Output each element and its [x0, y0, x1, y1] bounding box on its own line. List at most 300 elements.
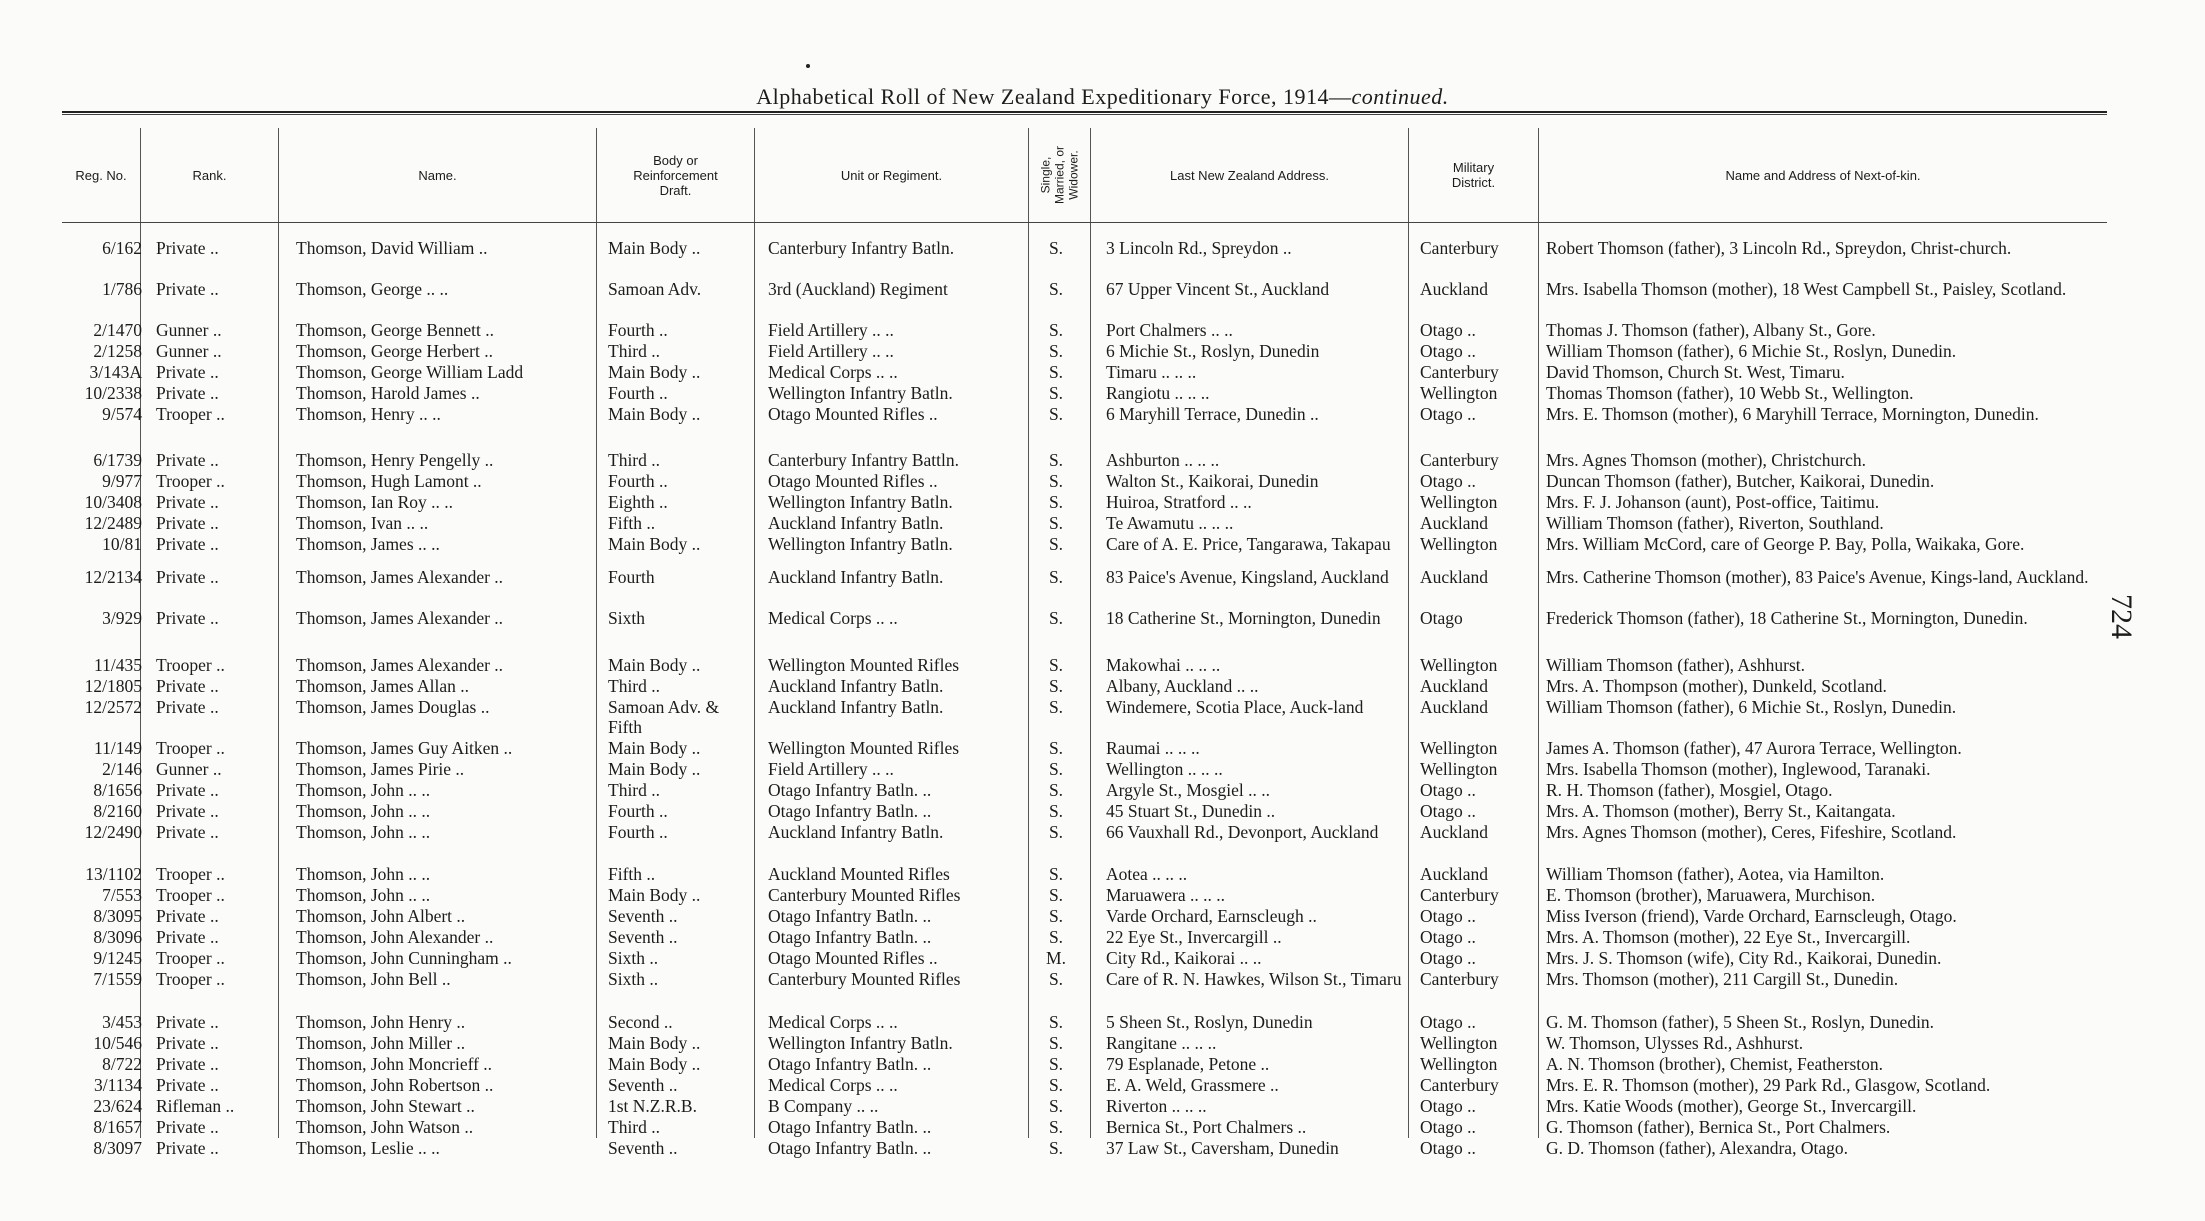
- cell-dist: Auckland: [1420, 279, 1489, 299]
- table-row: [0, 927, 2205, 949]
- cell-body: Samoan Adv. & Fifth: [608, 697, 720, 737]
- cell-unit: Auckland Mounted Rifles: [768, 864, 950, 884]
- cell-dist: Wellington: [1420, 1033, 1498, 1053]
- cell-addr: 5 Sheen St., Roslyn, Dunedin: [1106, 1012, 1313, 1032]
- cell-unit: Auckland Infantry Batln.: [768, 697, 944, 717]
- cell-unit: Wellington Infantry Batln.: [768, 492, 953, 512]
- cell-body: Main Body ..: [608, 1033, 701, 1053]
- cell-name: Thomson, Harold James ..: [296, 383, 480, 403]
- cell-unit: Field Artillery .. ..: [768, 759, 894, 779]
- cell-name: Thomson, John Moncrieff ..: [296, 1054, 493, 1074]
- table-row: [0, 697, 2205, 737]
- cell-kin: E. Thomson (brother), Maruawera, Murchison.: [1546, 885, 1876, 905]
- cell-reg: 2/1470: [93, 320, 142, 340]
- cell-rank: Private ..: [156, 513, 219, 533]
- cell-unit: Wellington Mounted Rifles: [768, 655, 960, 675]
- cell-smw: S.: [1048, 1138, 1064, 1158]
- cell-rank: Gunner ..: [156, 759, 222, 779]
- cell-kin: Thomas Thomson (father), 10 Webb St., Wellington.: [1546, 383, 1914, 403]
- cell-smw: S.: [1048, 279, 1064, 299]
- cell-addr: Makowhai .. .. ..: [1106, 655, 1221, 675]
- cell-name: Thomson, John Robertson ..: [296, 1075, 494, 1095]
- cell-body: Third ..: [608, 341, 661, 361]
- cell-name: Thomson, James Allan ..: [296, 676, 470, 696]
- cell-kin: James A. Thomson (father), 47 Aurora Terrace, Wellington.: [1546, 738, 1962, 758]
- cell-rank: Private ..: [156, 450, 219, 470]
- cell-body: Main Body ..: [608, 362, 701, 382]
- cell-dist: Canterbury: [1420, 362, 1499, 382]
- cell-addr: Port Chalmers .. ..: [1106, 320, 1233, 340]
- cell-kin: William Thomson (father), 6 Michie St., Roslyn, Dunedin.: [1546, 697, 1957, 717]
- cell-rank: Private ..: [156, 780, 219, 800]
- cell-body: Main Body ..: [608, 534, 701, 554]
- cell-unit: Wellington Infantry Batln.: [768, 534, 953, 554]
- cell-dist: Auckland: [1420, 676, 1489, 696]
- cell-smw: S.: [1048, 1054, 1064, 1074]
- cell-unit: Field Artillery .. ..: [768, 320, 894, 340]
- cell-name: Thomson, Leslie .. ..: [296, 1138, 440, 1158]
- cell-addr: Rangitane .. .. ..: [1106, 1033, 1217, 1053]
- cell-dist: Wellington: [1420, 738, 1498, 758]
- table-row: [0, 1075, 2205, 1097]
- cell-dist: Otago ..: [1420, 780, 1476, 800]
- cell-kin: G. Thomson (father), Bernica St., Port Chalmers.: [1546, 1117, 1891, 1137]
- table-row: [0, 948, 2205, 970]
- cell-smw: S.: [1048, 1012, 1064, 1032]
- cell-smw: S.: [1048, 822, 1064, 842]
- cell-kin: W. Thomson, Ulysses Rd., Ashhurst.: [1546, 1033, 1804, 1053]
- cell-name: Thomson, John .. ..: [296, 801, 431, 821]
- cell-body: Fourth ..: [608, 822, 668, 842]
- table-row: [0, 534, 2205, 556]
- header-district: Military District.: [1451, 160, 1496, 190]
- cell-dist: Auckland: [1420, 513, 1489, 533]
- cell-rank: Private ..: [156, 676, 219, 696]
- cell-dist: Auckland: [1420, 567, 1489, 587]
- page-title: [0, 84, 2205, 110]
- cell-body: Main Body ..: [608, 655, 701, 675]
- table-row: [0, 738, 2205, 760]
- cell-kin: G. M. Thomson (father), 5 Sheen St., Roslyn, Dunedin.: [1546, 1012, 1935, 1032]
- cell-body: Third ..: [608, 1117, 661, 1137]
- cell-addr: Varde Orchard, Earnscleugh ..: [1106, 906, 1317, 926]
- cell-kin: Mrs. Agnes Thomson (mother), Ceres, Fifeshire, Scotland.: [1546, 822, 1957, 842]
- cell-dist: Canterbury: [1420, 238, 1499, 258]
- table-row: [0, 279, 2205, 301]
- table-row: [0, 822, 2205, 844]
- cell-addr: Wellington .. .. ..: [1106, 759, 1223, 779]
- cell-name: Thomson, John Henry ..: [296, 1012, 466, 1032]
- cell-body: Seventh ..: [608, 927, 678, 947]
- cell-addr: Bernica St., Port Chalmers ..: [1106, 1117, 1307, 1137]
- cell-dist: Otago ..: [1420, 1096, 1476, 1116]
- cell-body: Fifth ..: [608, 864, 656, 884]
- cell-reg: 11/149: [94, 738, 142, 758]
- cell-unit: Otago Mounted Rifles ..: [768, 948, 938, 968]
- cell-unit: Medical Corps .. ..: [768, 362, 898, 382]
- cell-dist: Otago ..: [1420, 948, 1476, 968]
- cell-body: Main Body ..: [608, 238, 701, 258]
- cell-dist: Otago ..: [1420, 801, 1476, 821]
- table-row: [0, 513, 2205, 535]
- cell-addr: Te Awamutu .. .. ..: [1106, 513, 1234, 533]
- cell-body: Fourth ..: [608, 383, 668, 403]
- cell-smw: S.: [1048, 608, 1064, 628]
- cell-body: Third ..: [608, 780, 661, 800]
- cell-unit: Otago Infantry Batln. ..: [768, 927, 932, 947]
- cell-rank: Private ..: [156, 534, 219, 554]
- cell-body: Samoan Adv.: [608, 279, 702, 299]
- header-reg-no: Reg. No.: [75, 167, 127, 183]
- page-number-wrap: [2105, 594, 2178, 654]
- cell-unit: 3rd (Auckland) Regiment: [768, 279, 948, 299]
- table-row: [0, 567, 2205, 589]
- cell-unit: Medical Corps .. ..: [768, 1012, 898, 1032]
- cell-reg: 8/3096: [93, 927, 142, 947]
- cell-reg: 12/2489: [84, 513, 142, 533]
- cell-reg: 8/3095: [93, 906, 142, 926]
- cell-reg: 10/81: [102, 534, 142, 554]
- cell-reg: 9/977: [102, 471, 142, 491]
- cell-kin: Miss Iverson (friend), Varde Orchard, Earnscleugh, Otago.: [1546, 906, 1957, 926]
- cell-reg: 12/2490: [84, 822, 142, 842]
- cell-smw: S.: [1048, 320, 1064, 340]
- cell-body: Sixth: [608, 608, 645, 628]
- cell-rank: Private ..: [156, 1012, 219, 1032]
- cell-smw: S.: [1048, 1096, 1064, 1116]
- cell-name: Thomson, James Alexander ..: [296, 567, 504, 587]
- cell-unit: Canterbury Mounted Rifles: [768, 885, 961, 905]
- cell-smw: S.: [1048, 906, 1064, 926]
- table-row: [0, 1117, 2205, 1139]
- cell-rank: Private ..: [156, 238, 219, 258]
- cell-name: Thomson, John Albert ..: [296, 906, 466, 926]
- table-row: [0, 492, 2205, 514]
- cell-reg: 8/1657: [93, 1117, 142, 1137]
- header-body-draft: Body or Reinforcement Draft.: [633, 152, 718, 198]
- cell-unit: Canterbury Infantry Battln.: [768, 450, 959, 470]
- cell-dist: Otago ..: [1420, 471, 1476, 491]
- cell-rank: Private ..: [156, 1117, 219, 1137]
- cell-rank: Private ..: [156, 492, 219, 512]
- cell-body: Main Body ..: [608, 759, 701, 779]
- cell-body: Fourth: [608, 567, 655, 587]
- cell-reg: 3/143A: [89, 362, 142, 382]
- cell-dist: Auckland: [1420, 822, 1489, 842]
- cell-smw: S.: [1048, 676, 1064, 696]
- cell-kin: Mrs. A. Thomson (mother), Berry St., Kaitangata.: [1546, 801, 1896, 821]
- cell-kin: A. N. Thomson (brother), Chemist, Featherston.: [1546, 1054, 1883, 1074]
- cell-unit: Auckland Infantry Batln.: [768, 676, 944, 696]
- cell-reg: 12/2572: [84, 697, 142, 717]
- cell-unit: Wellington Mounted Rifles: [768, 738, 960, 758]
- cell-addr: City Rd., Kaikorai .. ..: [1106, 948, 1262, 968]
- cell-kin: Mrs. F. J. Johanson (aunt), Post-office, Taitimu.: [1546, 492, 1880, 512]
- table-row: [0, 238, 2205, 260]
- cell-smw: S.: [1048, 738, 1064, 758]
- table-row: [0, 655, 2205, 677]
- cell-rank: Private ..: [156, 608, 219, 628]
- header-name: Name.: [418, 167, 457, 183]
- cell-rank: Gunner ..: [156, 341, 222, 361]
- cell-unit: Field Artillery .. ..: [768, 341, 894, 361]
- cell-reg: 3/453: [102, 1012, 142, 1032]
- cell-dist: Otago ..: [1420, 341, 1476, 361]
- table-row: [0, 341, 2205, 363]
- cell-smw: S.: [1048, 697, 1064, 717]
- cell-rank: Trooper ..: [156, 738, 225, 758]
- cell-reg: 3/929: [102, 608, 142, 628]
- cell-smw: S.: [1048, 238, 1064, 258]
- title-main: Alphabetical Roll of New Zealand Expeditionary Force, 1914—: [756, 84, 1352, 109]
- cell-kin: Mrs. Agnes Thomson (mother), Christchurch.: [1546, 450, 1866, 470]
- cell-unit: Auckland Infantry Batln.: [768, 567, 944, 587]
- cell-kin: Mrs. Catherine Thomson (mother), 83 Paice's Avenue, Kings-land, Auckland.: [1546, 567, 2089, 587]
- cell-addr: Windemere, Scotia Place, Auck-land: [1106, 697, 1364, 717]
- cell-kin: Mrs. E. Thomson (mother), 6 Maryhill Terrace, Mornington, Dunedin.: [1546, 404, 2039, 424]
- cell-rank: Trooper ..: [156, 655, 225, 675]
- table-row: [0, 1033, 2205, 1055]
- cell-unit: Otago Infantry Batln. ..: [768, 801, 932, 821]
- cell-body: Seventh ..: [608, 906, 678, 926]
- cell-reg: 12/1805: [84, 676, 142, 696]
- cell-addr: Care of A. E. Price, Tangarawa, Takapau: [1106, 534, 1391, 554]
- cell-smw: S.: [1048, 534, 1064, 554]
- cell-unit: Otago Infantry Batln. ..: [768, 1138, 932, 1158]
- cell-reg: 3/1134: [94, 1075, 142, 1095]
- cell-name: Thomson, John Alexander ..: [296, 927, 494, 947]
- cell-unit: Otago Infantry Batln. ..: [768, 1117, 932, 1137]
- cell-rank: Private ..: [156, 801, 219, 821]
- table-row: [0, 969, 2205, 991]
- cell-body: Main Body ..: [608, 738, 701, 758]
- cell-dist: Otago ..: [1420, 404, 1476, 424]
- cell-unit: Wellington Infantry Batln.: [768, 383, 953, 403]
- cell-addr: 6 Maryhill Terrace, Dunedin ..: [1106, 404, 1319, 424]
- cell-rank: Trooper ..: [156, 471, 225, 491]
- cell-body: Main Body ..: [608, 885, 701, 905]
- cell-name: Thomson, John Stewart ..: [296, 1096, 475, 1116]
- cell-kin: Mrs. A. Thomson (mother), 22 Eye St., Invercargill.: [1546, 927, 1911, 947]
- header-rank: Rank.: [192, 167, 227, 183]
- cell-addr: 22 Eye St., Invercargill ..: [1106, 927, 1282, 947]
- cell-rank: Trooper ..: [156, 969, 225, 989]
- cell-dist: Wellington: [1420, 1054, 1498, 1074]
- cell-dist: Auckland: [1420, 697, 1489, 717]
- cell-smw: S.: [1048, 1075, 1064, 1095]
- cell-smw: S.: [1048, 341, 1064, 361]
- cell-reg: 6/1739: [93, 450, 142, 470]
- cell-dist: Wellington: [1420, 383, 1498, 403]
- cell-kin: William Thomson (father), Ashhurst.: [1546, 655, 1806, 675]
- table-row: [0, 1096, 2205, 1118]
- cell-kin: R. H. Thomson (father), Mosgiel, Otago.: [1546, 780, 1833, 800]
- cell-smw: S.: [1048, 1117, 1064, 1137]
- cell-kin: G. D. Thomson (father), Alexandra, Otago.: [1546, 1138, 1848, 1158]
- cell-reg: 9/574: [102, 404, 142, 424]
- table-row: [0, 471, 2205, 493]
- cell-smw: S.: [1048, 567, 1064, 587]
- table-row: [0, 676, 2205, 698]
- header-marital-status: Single, Married, or Widower.: [1038, 146, 1081, 205]
- cell-name: Thomson, John Miller ..: [296, 1033, 466, 1053]
- cell-addr: Rangiotu .. .. ..: [1106, 383, 1210, 403]
- table-row: [0, 885, 2205, 907]
- table-row: [0, 383, 2205, 405]
- cell-reg: 7/1559: [93, 969, 142, 989]
- cell-body: Main Body ..: [608, 1054, 701, 1074]
- cell-unit: Medical Corps .. ..: [768, 608, 898, 628]
- cell-addr: Care of R. N. Hawkes, Wilson St., Timaru: [1106, 969, 1402, 989]
- cell-dist: Otago ..: [1420, 1012, 1476, 1032]
- table-row: [0, 362, 2205, 384]
- cell-unit: Medical Corps .. ..: [768, 1075, 898, 1095]
- cell-addr: Argyle St., Mosgiel .. ..: [1106, 780, 1270, 800]
- cell-smw: S.: [1048, 655, 1064, 675]
- cell-rank: Private ..: [156, 362, 219, 382]
- cell-unit: Otago Infantry Batln. ..: [768, 1054, 932, 1074]
- cell-name: Thomson, David William ..: [296, 238, 488, 258]
- cell-reg: 13/1102: [85, 864, 142, 884]
- cell-kin: Thomas J. Thomson (father), Albany St., Gore.: [1546, 320, 1876, 340]
- cell-dist: Otago: [1420, 608, 1463, 628]
- cell-name: Thomson, Henry Pengelly ..: [296, 450, 494, 470]
- cell-reg: 8/2160: [93, 801, 142, 821]
- cell-smw: S.: [1048, 383, 1064, 403]
- cell-addr: 45 Stuart St., Dunedin ..: [1106, 801, 1276, 821]
- cell-rank: Gunner ..: [156, 320, 222, 340]
- cell-reg: 6/162: [102, 238, 142, 258]
- top-rule: [62, 111, 2107, 113]
- table-row: [0, 1138, 2205, 1160]
- cell-kin: Duncan Thomson (father), Butcher, Kaikorai, Dunedin.: [1546, 471, 1935, 491]
- cell-rank: Trooper ..: [156, 404, 225, 424]
- cell-dist: Wellington: [1420, 492, 1498, 512]
- cell-name: Thomson, John Bell ..: [296, 969, 451, 989]
- cell-dist: Otago ..: [1420, 1117, 1476, 1137]
- header-address: Last New Zealand Address.: [1170, 167, 1329, 183]
- cell-unit: Canterbury Infantry Batln.: [768, 238, 955, 258]
- cell-reg: 1/786: [102, 279, 142, 299]
- title-continued: continued.: [1351, 84, 1449, 109]
- cell-name: Thomson, John .. ..: [296, 864, 431, 884]
- cell-smw: S.: [1048, 969, 1064, 989]
- cell-rank: Trooper ..: [156, 948, 225, 968]
- cell-unit: Wellington Infantry Batln.: [768, 1033, 953, 1053]
- cell-smw: S.: [1048, 492, 1064, 512]
- cell-addr: Maruawera .. .. ..: [1106, 885, 1226, 905]
- cell-name: Thomson, John .. ..: [296, 885, 431, 905]
- table-row: [0, 801, 2205, 823]
- cell-unit: Otago Mounted Rifles ..: [768, 404, 938, 424]
- cell-rank: Private ..: [156, 1075, 219, 1095]
- cell-dist: Otago ..: [1420, 1138, 1476, 1158]
- table-row: [0, 759, 2205, 781]
- cell-addr: 66 Vauxhall Rd., Devonport, Auckland: [1106, 822, 1379, 842]
- header-rule: [62, 222, 2107, 223]
- cell-kin: Robert Thomson (father), 3 Lincoln Rd., Spreydon, Christ-church.: [1546, 238, 2012, 258]
- cell-dist: Wellington: [1420, 655, 1498, 675]
- cell-reg: 8/1656: [93, 780, 142, 800]
- cell-name: Thomson, Hugh Lamont ..: [296, 471, 482, 491]
- cell-smw: S.: [1048, 885, 1064, 905]
- cell-dist: Auckland: [1420, 864, 1489, 884]
- cell-addr: Huiroa, Stratford .. ..: [1106, 492, 1252, 512]
- cell-addr: 6 Michie St., Roslyn, Dunedin: [1106, 341, 1320, 361]
- cell-addr: Aotea .. .. ..: [1106, 864, 1188, 884]
- cell-name: Thomson, James .. ..: [296, 534, 440, 554]
- cell-addr: Walton St., Kaikorai, Dunedin: [1106, 471, 1319, 491]
- cell-smw: S.: [1048, 759, 1064, 779]
- cell-smw: S.: [1048, 801, 1064, 821]
- cell-dist: Wellington: [1420, 534, 1498, 554]
- page-number: 724: [2105, 594, 2138, 639]
- cell-name: Thomson, James Alexander ..: [296, 655, 504, 675]
- cell-reg: 10/546: [93, 1033, 142, 1053]
- cell-name: Thomson, James Guy Aitken ..: [296, 738, 513, 758]
- cell-unit: Auckland Infantry Batln.: [768, 513, 944, 533]
- cell-rank: Rifleman ..: [156, 1096, 235, 1116]
- cell-kin: Mrs. Katie Woods (mother), George St., Invercargill.: [1546, 1096, 1917, 1116]
- cell-dist: Otago ..: [1420, 320, 1476, 340]
- cell-dist: Canterbury: [1420, 450, 1499, 470]
- cell-kin: Mrs. Isabella Thomson (mother), Inglewood, Taranaki.: [1546, 759, 1931, 779]
- cell-kin: Mrs. A. Thompson (mother), Dunkeld, Scotland.: [1546, 676, 1887, 696]
- cell-reg: 8/3097: [93, 1138, 142, 1158]
- cell-addr: 83 Paice's Avenue, Kingsland, Auckland: [1106, 567, 1389, 587]
- cell-kin: William Thomson (father), 6 Michie St., Roslyn, Dunedin.: [1546, 341, 1957, 361]
- cell-reg: 10/3408: [84, 492, 142, 512]
- cell-kin: Frederick Thomson (father), 18 Catherine St., Mornington, Dunedin.: [1546, 608, 2028, 628]
- ink-dot: [806, 64, 810, 68]
- cell-dist: Otago ..: [1420, 927, 1476, 947]
- cell-rank: Private ..: [156, 567, 219, 587]
- cell-unit: B Company .. ..: [768, 1096, 879, 1116]
- cell-rank: Private ..: [156, 927, 219, 947]
- cell-reg: 8/722: [102, 1054, 142, 1074]
- table-row: [0, 320, 2205, 342]
- cell-body: Second ..: [608, 1012, 673, 1032]
- cell-kin: David Thomson, Church St. West, Timaru.: [1546, 362, 1845, 382]
- cell-name: Thomson, Henry .. ..: [296, 404, 441, 424]
- table-row: [0, 906, 2205, 928]
- cell-addr: E. A. Weld, Grassmere ..: [1106, 1075, 1279, 1095]
- cell-addr: Raumai .. .. ..: [1106, 738, 1200, 758]
- cell-body: Seventh ..: [608, 1075, 678, 1095]
- cell-addr: Riverton .. .. ..: [1106, 1096, 1207, 1116]
- table-row: [0, 780, 2205, 802]
- cell-rank: Private ..: [156, 1054, 219, 1074]
- cell-name: Thomson, John Cunningham ..: [296, 948, 512, 968]
- cell-name: Thomson, Ian Roy .. ..: [296, 492, 454, 512]
- table-row: [0, 1012, 2205, 1034]
- cell-rank: Private ..: [156, 279, 219, 299]
- cell-reg: 2/146: [102, 759, 142, 779]
- cell-name: Thomson, Ivan .. ..: [296, 513, 429, 533]
- cell-smw: M.: [1046, 948, 1066, 968]
- cell-reg: 10/2338: [84, 383, 142, 403]
- cell-reg: 9/1245: [93, 948, 142, 968]
- header-next-of-kin: Name and Address of Next-of-kin.: [1725, 167, 1921, 183]
- cell-reg: 2/1258: [93, 341, 142, 361]
- cell-body: Seventh ..: [608, 1138, 678, 1158]
- cell-body: 1st N.Z.R.B.: [608, 1096, 697, 1116]
- top-rule-thin: [62, 114, 2107, 115]
- cell-rank: Private ..: [156, 1033, 219, 1053]
- cell-body: Eighth ..: [608, 492, 668, 512]
- cell-name: Thomson, John .. ..: [296, 822, 431, 842]
- cell-body: Sixth ..: [608, 948, 659, 968]
